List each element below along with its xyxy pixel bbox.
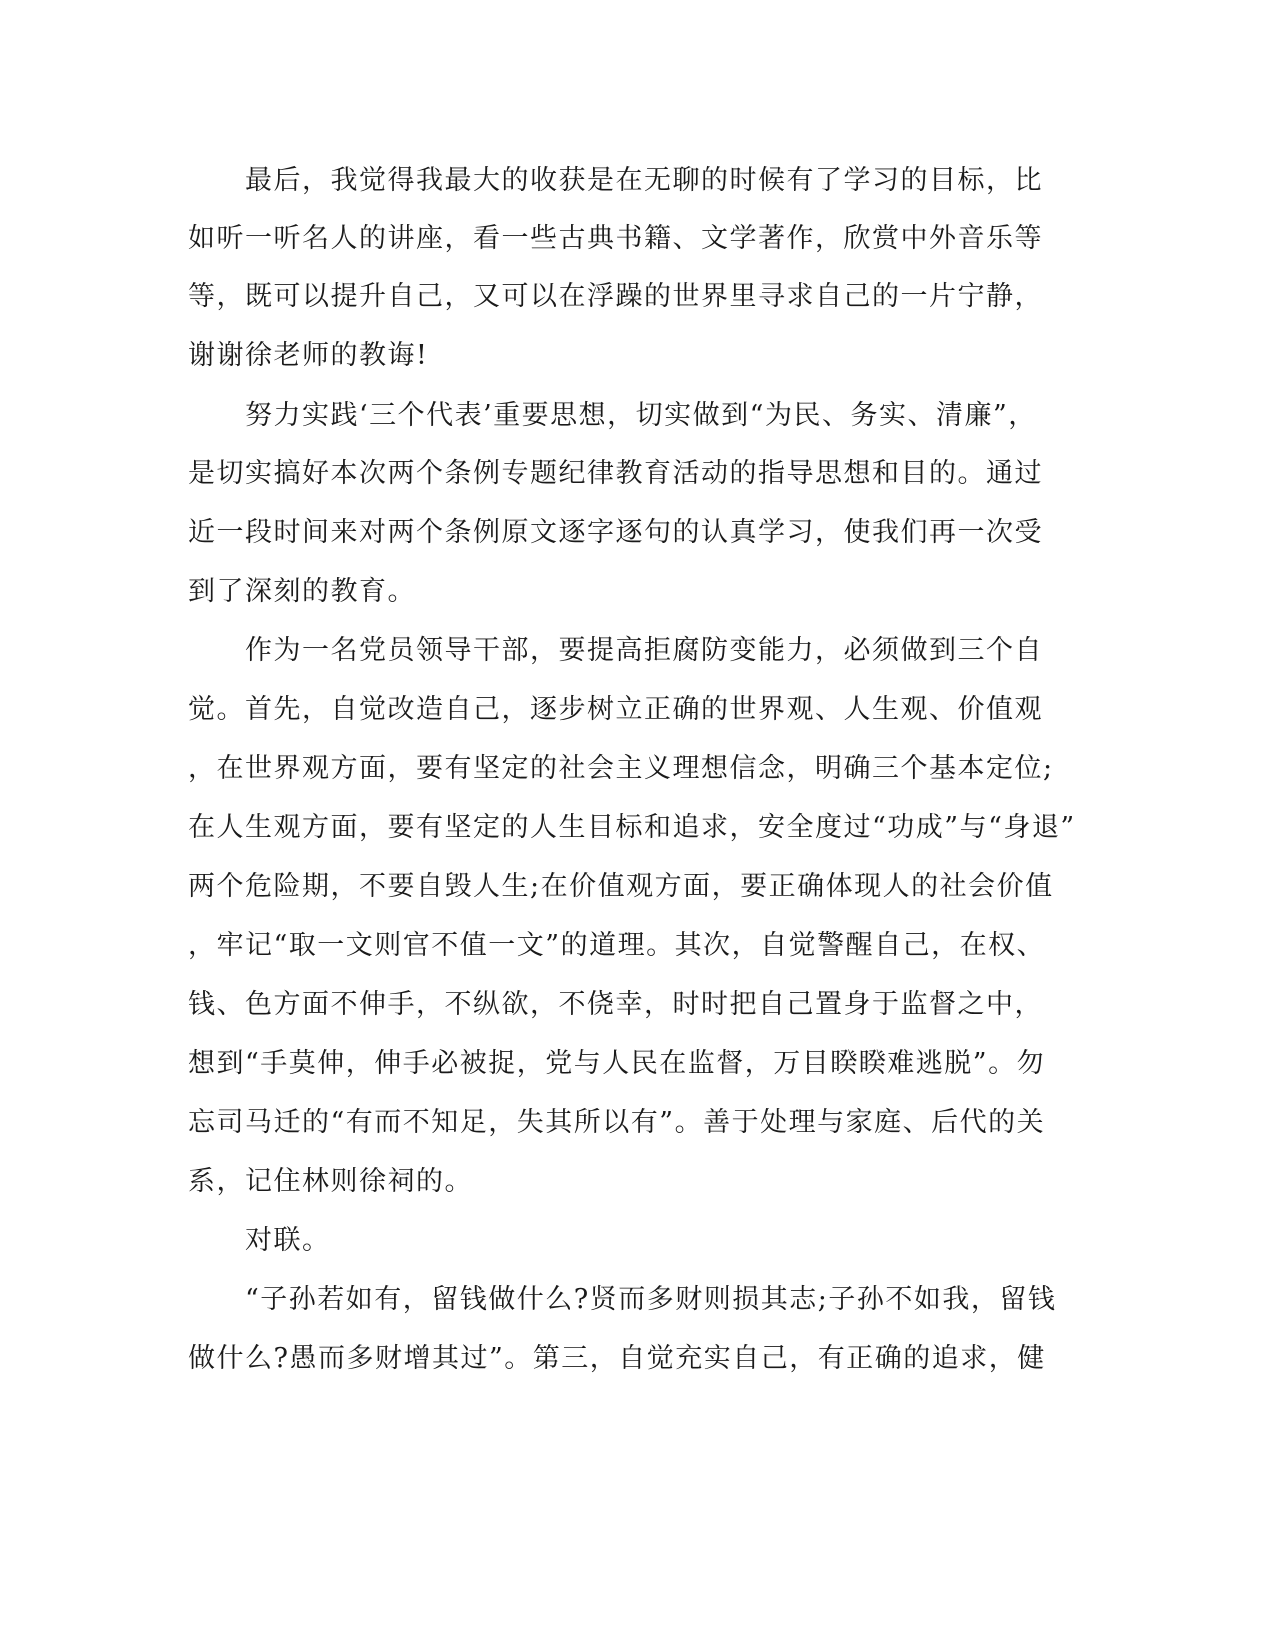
text-line: 谢谢徐老师的教诲! — [188, 340, 429, 371]
text-line: 对联。 — [188, 1225, 331, 1256]
text-line: 到了深刻的教育。 — [188, 576, 416, 607]
text-line: 系，记住林则徐祠的。 — [188, 1166, 473, 1197]
text-line: 是切实搞好本次两个条例专题纪律教育活动的指导思想和目的。通过 — [188, 458, 1043, 489]
text-line: 近一段时间来对两个条例原文逐字逐句的认真学习，使我们再一次受 — [188, 517, 1043, 548]
text-line: 觉。首先，自觉改造自己，逐步树立正确的世界观、人生观、价值观 — [188, 694, 1043, 725]
text-line: 如听一听名人的讲座，看一些古典书籍、文学著作，欣赏中外音乐等 — [188, 223, 1043, 254]
text-line: 最后，我觉得我最大的收获是在无聊的时候有了学习的目标，比 — [188, 165, 1043, 196]
text-line: 做什么?愚而多财增其过”。第三，自觉充实自己，有正确的追求，健 — [188, 1343, 1046, 1374]
text-line: ，在世界观方面，要有坚定的社会主义理想信念，明确三个基本定位; — [188, 753, 1054, 784]
text-line: 钱、色方面不伸手，不纵欲，不侥幸，时时把自己置身于监督之中， — [188, 989, 1043, 1020]
text-line: 作为一名党员领导干部，要提高拒腐防变能力，必须做到三个自 — [188, 635, 1043, 666]
text-line: 在人生观方面，要有坚定的人生目标和追求，安全度过“功成”与“身退” — [188, 812, 1076, 843]
text-line: 忘司马迁的“有而不知足，失其所以有”。善于处理与家庭、后代的关 — [188, 1107, 1046, 1138]
text-line: ，牢记“取一文则官不值一文”的道理。其次，自觉警醒自己，在权、 — [188, 930, 1046, 961]
text-line: 想到“手莫伸，伸手必被捉，党与人民在监督，万目睽睽难逃脱”。勿 — [188, 1048, 1046, 1079]
text-line: “子孙若如有，留钱做什么?贤而多财则损其志;子孙不如我，留钱 — [188, 1284, 1057, 1315]
text-line: 两个危险期，不要自毁人生;在价值观方面，要正确体现人的社会价值 — [188, 871, 1054, 902]
text-line: 努力实践‘三个代表’重要思想，切实做到“为民、务实、清廉”， — [188, 400, 1037, 431]
text-line: 等，既可以提升自己，又可以在浮躁的世界里寻求自己的一片宁静， — [188, 281, 1043, 312]
